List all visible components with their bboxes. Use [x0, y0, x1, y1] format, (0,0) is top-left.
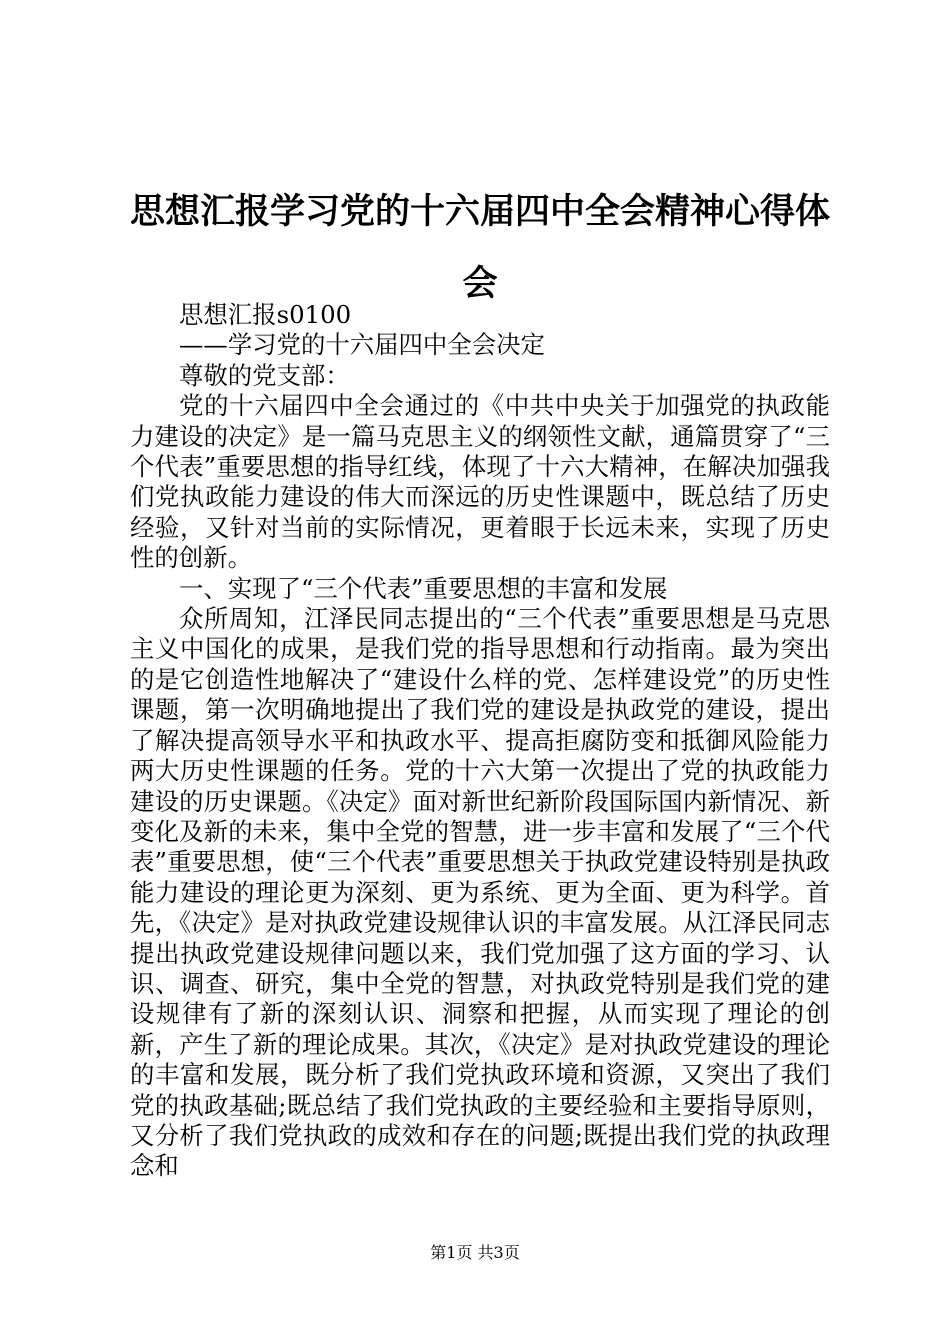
page-footer: 第1页 共3页 — [430, 1243, 520, 1262]
body-paragraph: ——学习党的十六届四中全会决定 — [179, 330, 545, 360]
document-title: 思想汇报学习党的十六届四中全会精神心得体会 — [130, 191, 831, 304]
document-body — [130, 300, 830, 1182]
body-paragraph: 思想汇报s0100 — [179, 300, 352, 329]
body-paragraph: 众所周知，江泽民同志提出的“三个代表”重要思想是马克思主义中国化的成果，是我们党的指导思想和行动指南。最为突出的是它创造性地解决了“建设什么样的党、怎样建设党”的历史性课题，第一次明确地提出了我们党的建设是执政党的建设，提出了解决提高领导水平和执政水平、提高拒腐防变和抵御风险能力两大历史性课题的任务。党的十六大第一次提出了党的执政能力建设的历史课题。《决定》面对新世纪新阶段国际国内新情况、新变化及新的未来，集中全党的智慧，进一步丰富和发展了“三个代表”重要思想，使“三个代表”重要思想关于执政党建设特别是执政能力建设的理论更为深刻、更为系统、更为全面、更为科学。首先，《决定》是对执政党建设规律认识的丰富发展。从江泽民同志提出执政党建设规律问题以来，我们党加强了这方面的学习、认识、调查、研究，集中全党的智慧，对执政党特别是我们党的建设规律有了新的深刻认识、洞察和把握，从而实现了理论的创新，产生了新的理论成果。其次，《决定》是对执政党建设的理论的丰富和发展，既分析了我们党执政环境和资源，又突出了我们党的执政基础;既总结了我们党执政的主要经验和主要指导原则，又分析了我们党执政的成效和存在的问题;既提出我们党的执政理念和 — [130, 604, 830, 1181]
body-paragraph: 尊敬的党支部： — [179, 360, 350, 390]
body-paragraph: 党的十六届四中全会通过的《中共中央关于加强党的执政能力建设的决定》是一篇马克思主义的纲领性文献，通篇贯穿了“三个代表”重要思想的指导红线，体现了十六大精神，在解决加强我们党执政能力建设的伟大而深远的历史性课题中，既总结了历史经验，又针对当前的实际情况，更着眼于长远未来，实现了历史性的创新。 — [130, 391, 830, 573]
section-heading: 一、实现了“三个代表”重要思想的丰富和发展 — [179, 573, 668, 603]
